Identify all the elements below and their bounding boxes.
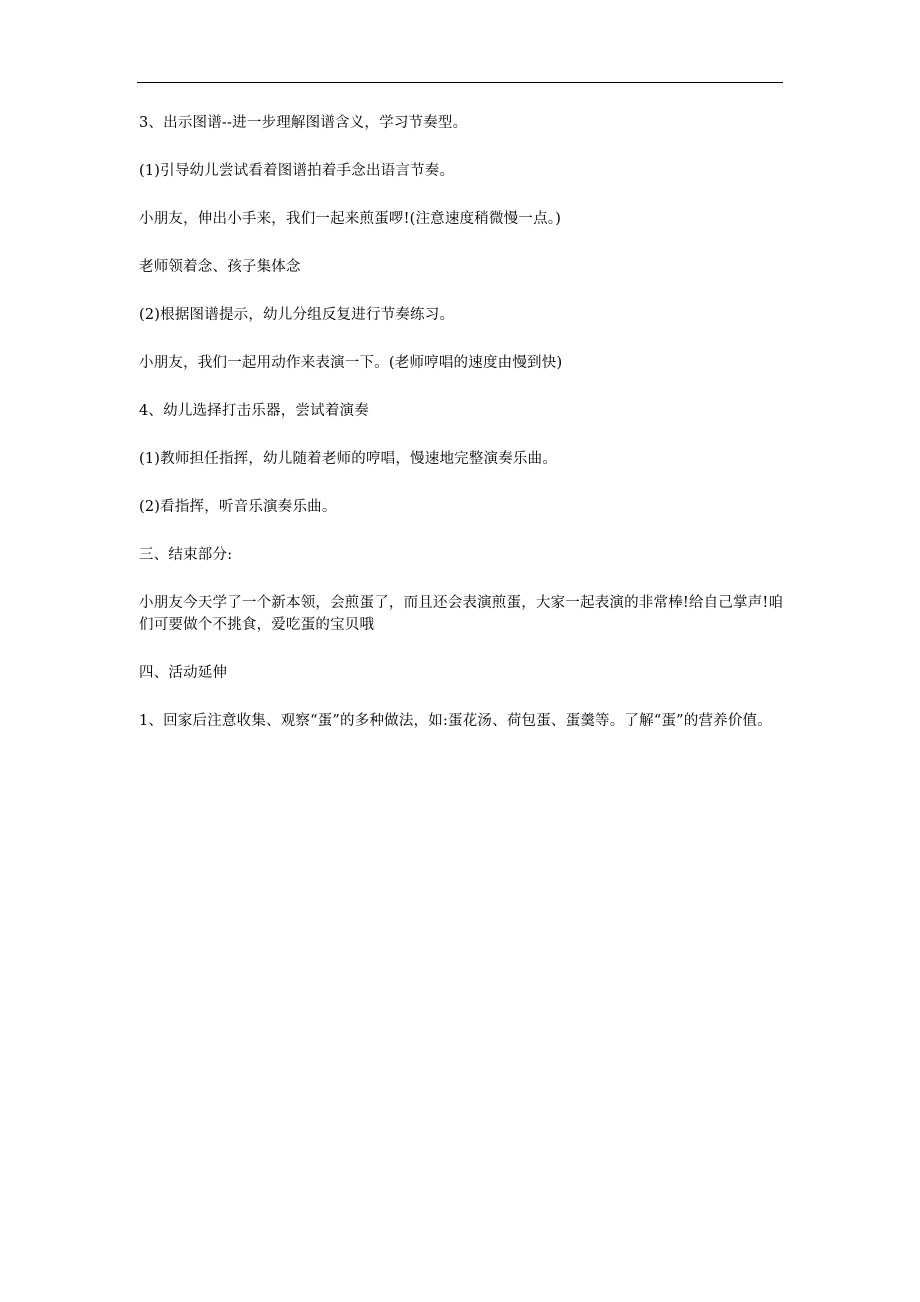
paragraph-chant: 小朋友，伸出小手来，我们一起来煎蛋啰!(注意速度稍微慢一点。) bbox=[139, 211, 562, 227]
paragraph-step-4-2: (2)看指挥，听音乐演奏乐曲。 bbox=[139, 499, 337, 515]
section-heading-extension: 四、活动延伸 bbox=[139, 665, 228, 681]
header-rule bbox=[137, 82, 783, 83]
paragraph-step-3: 3、出示图谱--进一步理解图谱含义，学习节奏型。 bbox=[139, 115, 468, 131]
paragraph-extension-1: 1、回家后注意收集、观察“蛋”的多种做法，如:蛋花汤、荷包蛋、蛋羹等。了解“蛋”的营养价值。 bbox=[139, 713, 772, 729]
paragraph-step-3-1: (1)引导幼儿尝试看着图谱拍着手念出语言节奏。 bbox=[139, 163, 455, 179]
paragraph-perform: 小朋友，我们一起用动作来表演一下。(老师哼唱的速度由慢到快) bbox=[139, 355, 563, 371]
document-body bbox=[139, 112, 785, 758]
paragraph-step-4: 4、幼儿选择打击乐器，尝试着演奏 bbox=[139, 403, 369, 419]
section-heading-ending: 三、结束部分: bbox=[139, 547, 233, 563]
paragraph-step-4-1: (1)教师担任指挥，幼儿随着老师的哼唱，慢速地完整演奏乐曲。 bbox=[139, 451, 558, 467]
paragraph-teacher-leads: 老师领着念、孩子集体念 bbox=[139, 259, 301, 275]
paragraph-step-3-2: (2)根据图谱提示，幼儿分组反复进行节奏练习。 bbox=[139, 307, 455, 323]
paragraph-ending: 小朋友今天学了一个新本领，会煎蛋了，而且还会表演煎蛋，大家一起表演的非常棒!给自己掌声!咱们可要做个不挑食，爱吃蛋的宝贝哦 bbox=[139, 595, 784, 633]
